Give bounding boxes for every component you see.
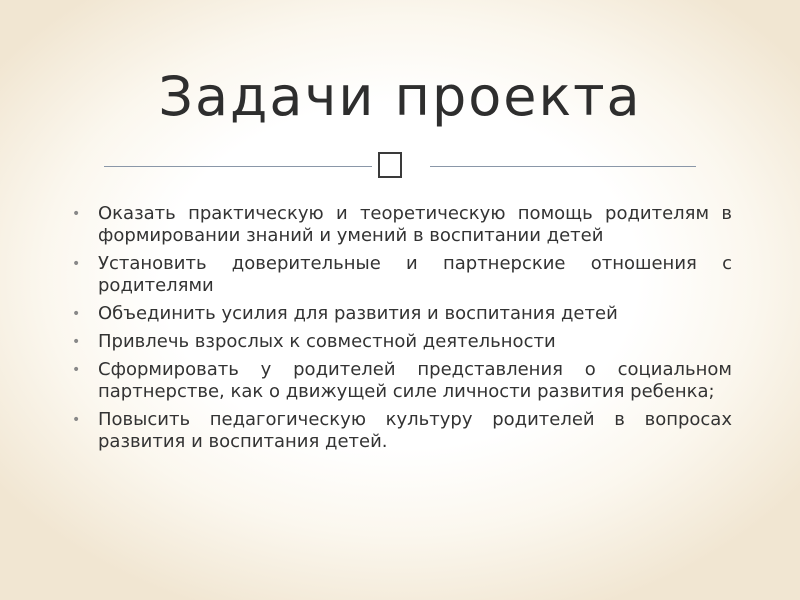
list-item [70,331,732,353]
divider-line-right [430,166,696,167]
bullet-dot-icon: • [72,206,81,222]
square-outline-icon [378,152,402,178]
task-text: Повысить педагогическую культуру родителей в вопросах развития и воспитания детей. [98,409,732,452]
list-item [70,359,732,403]
task-text: Оказать практическую и теоретическую помощь родителям в формировании знаний и умений в воспитании детей [98,203,732,246]
task-text: Сформировать у родителей представления о социальном партнерстве, как о движущей силе личности развития ребенка; [98,359,732,402]
list-item [70,409,732,453]
list-item [70,253,732,297]
task-text: Привлечь взрослых к совместной деятельности [98,331,556,352]
divider-line-left [104,166,372,167]
bullet-dot-icon: • [72,306,81,322]
list-item [70,203,732,247]
slide-title: Задачи проекта [158,65,642,128]
task-list [70,203,732,459]
bullet-dot-icon: • [72,334,81,350]
task-text: Установить доверительные и партнерские отношения с родителями [98,253,732,296]
task-text: Объединить усилия для развития и воспитания детей [98,303,618,324]
bullet-dot-icon: • [72,362,81,378]
list-item [70,303,732,325]
bullet-dot-icon: • [72,412,81,428]
bullet-dot-icon: • [72,256,81,272]
